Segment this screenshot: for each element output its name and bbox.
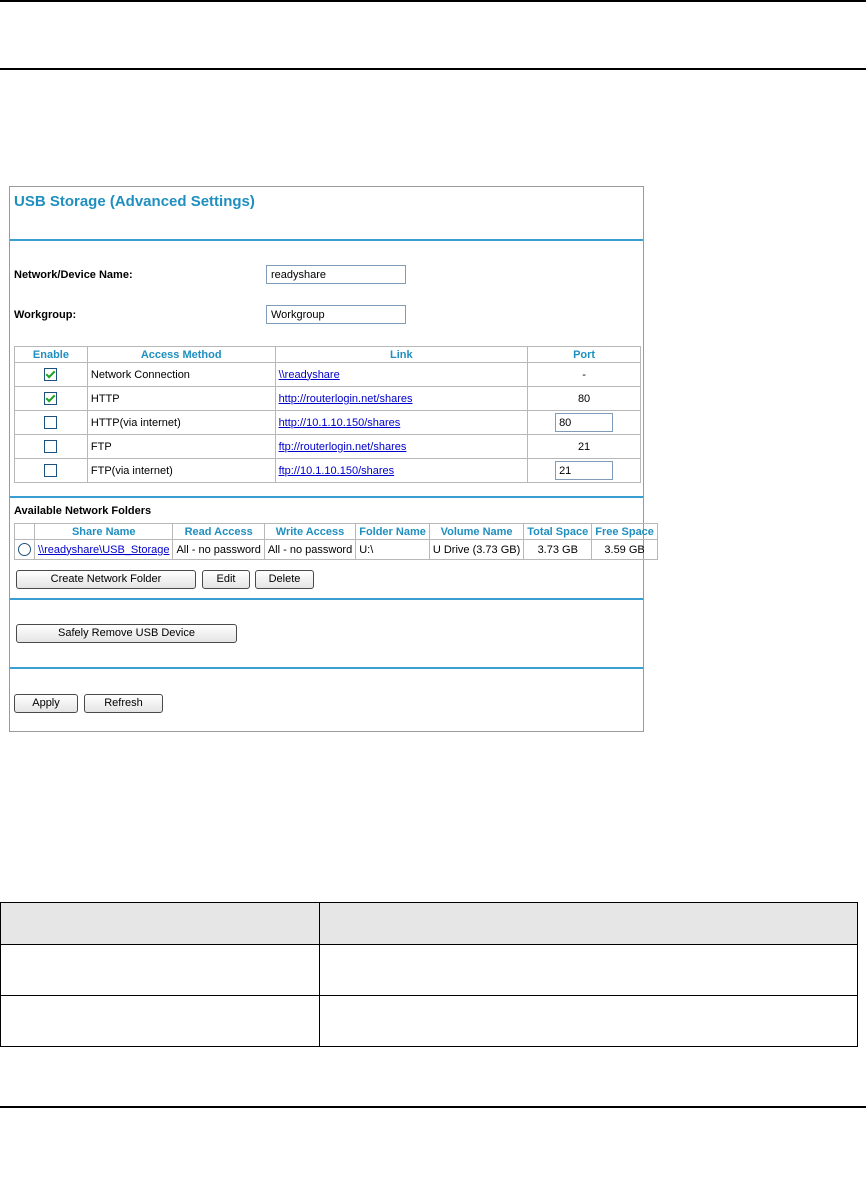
access-row [15,387,641,411]
share-link[interactable]: http://routerlogin.net/shares [278,392,413,405]
write-access-cell: All - no password [264,540,355,560]
enable-checkbox[interactable] [44,440,57,453]
header-total-space: Total Space [524,524,592,540]
table-cell [320,996,858,1047]
link-cell [275,435,528,459]
edit-button[interactable]: Edit [202,570,250,589]
access-row [15,435,641,459]
access-method-table [14,346,641,483]
port-input[interactable] [555,413,613,432]
table-header-row [15,347,641,363]
header-folder-name: Folder Name [356,524,430,540]
share-link[interactable]: ftp://10.1.10.150/shares [278,464,395,477]
header-write-access: Write Access [264,524,355,540]
delete-button[interactable]: Delete [255,570,314,589]
footer-rule [0,1106,866,1108]
header-rule [0,68,866,70]
header-enable: Enable [15,347,88,363]
share-link[interactable]: \\readyshare [278,368,340,381]
header-select [15,524,35,540]
folder-name-cell: U:\ [356,540,430,560]
access-row [15,459,641,483]
available-folders-label: Available Network Folders [14,505,152,517]
share-name-cell [35,540,173,560]
access-method-cell: HTTP(via internet) [87,411,275,435]
separator [10,598,643,600]
table-cell [320,945,858,996]
header-port: Port [528,347,641,363]
port-cell [528,387,641,411]
share-link[interactable]: ftp://routerlogin.net/shares [278,440,407,453]
access-method-cell: FTP [87,435,275,459]
separator [10,239,643,241]
port-value: - [582,368,586,381]
device-name-input[interactable] [266,265,406,284]
device-name-label: Network/Device Name: [14,269,133,281]
folder-row [15,540,658,560]
table-cell [1,996,320,1047]
enable-cell [15,363,88,387]
apply-button[interactable]: Apply [14,694,78,713]
port-cell [528,363,641,387]
total-space-cell: 3.73 GB [524,540,592,560]
enable-cell [15,411,88,435]
free-space-cell: 3.59 GB [592,540,658,560]
volume-name-cell: U Drive (3.73 GB) [429,540,523,560]
port-value: 21 [577,440,591,453]
network-folders-table [14,523,658,560]
access-row [15,411,641,435]
header-free-space: Free Space [592,524,658,540]
access-method-cell: HTTP [87,387,275,411]
port-input[interactable] [555,461,613,480]
port-cell [528,435,641,459]
link-cell [275,411,528,435]
header-share-name: Share Name [35,524,173,540]
share-name-link[interactable]: \\readyshare\USB_Storage [38,543,170,556]
enable-cell [15,387,88,411]
table-header-row [15,524,658,540]
header-link: Link [275,347,528,363]
link-cell [275,387,528,411]
table-cell [1,945,320,996]
table-row [1,996,858,1047]
workgroup-label: Workgroup: [14,309,77,321]
usb-storage-panel [9,186,654,732]
folder-select-radio[interactable] [18,543,31,556]
enable-checkbox[interactable] [44,416,57,429]
access-method-cell: Network Connection [87,363,275,387]
port-value: 80 [577,392,591,405]
enable-cell [15,435,88,459]
access-method-cell: FTP(via internet) [87,459,275,483]
port-cell [528,459,641,483]
select-cell [15,540,35,560]
safely-remove-usb-button[interactable]: Safely Remove USB Device [16,624,237,643]
table-header-row [1,903,858,945]
read-access-cell: All - no password [173,540,264,560]
separator [10,667,643,669]
top-rule [0,0,866,2]
create-network-folder-button[interactable]: Create Network Folder [16,570,196,589]
table-header-cell [320,903,858,945]
panel-title: USB Storage (Advanced Settings) [14,193,255,210]
link-cell [275,363,528,387]
link-cell [275,459,528,483]
enable-checkbox[interactable] [44,464,57,477]
header-volume-name: Volume Name [429,524,523,540]
access-row [15,363,641,387]
separator [10,496,643,498]
port-cell [528,411,641,435]
header-read-access: Read Access [173,524,264,540]
table-row [1,945,858,996]
enable-cell [15,459,88,483]
enable-checkbox[interactable] [44,368,57,381]
refresh-button[interactable]: Refresh [84,694,163,713]
enable-checkbox[interactable] [44,392,57,405]
table-header-cell [1,903,320,945]
header-access-method: Access Method [87,347,275,363]
description-table [0,902,858,1047]
workgroup-input[interactable] [266,305,406,324]
share-link[interactable]: http://10.1.10.150/shares [278,416,401,429]
